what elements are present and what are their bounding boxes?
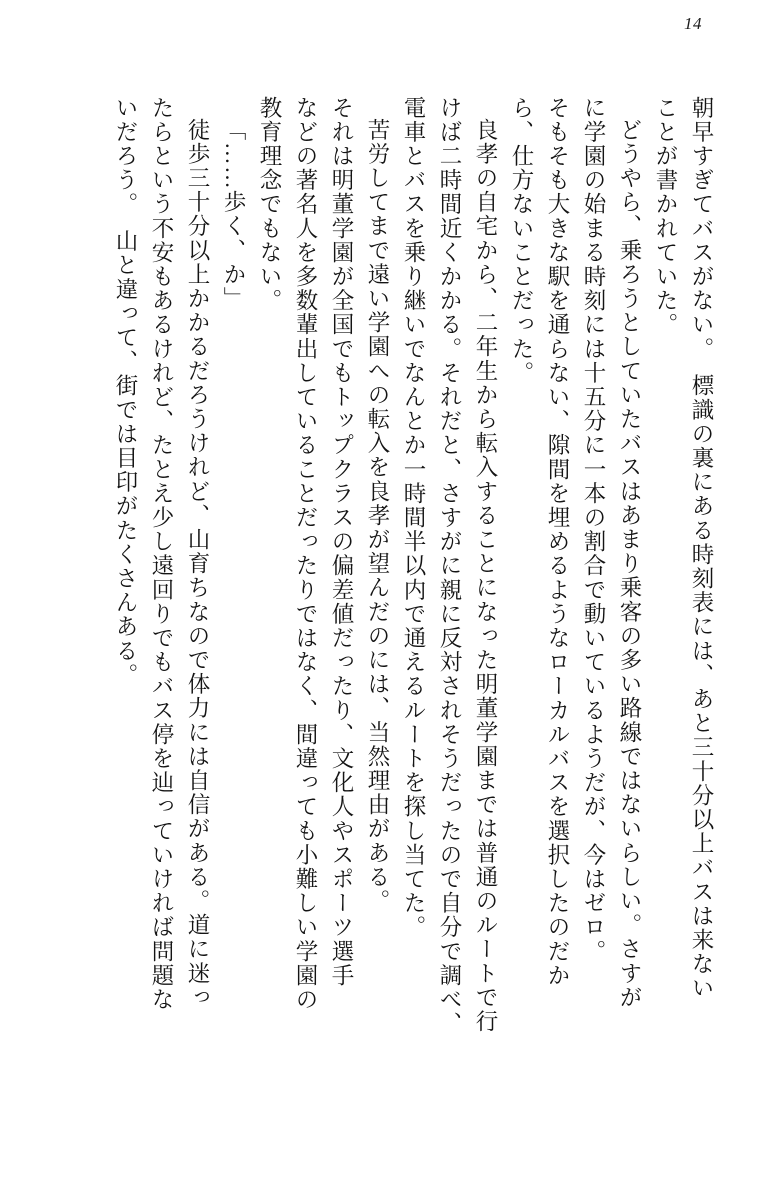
text-line: 「……歩く、か」 [221, 118, 246, 311]
text-line: 教育理念でもない。 [257, 96, 282, 313]
text-line: 電車とバスを乗り継いでなんとか一時間半以内で通えるルートを探し当てた。 [401, 96, 426, 940]
text-line: などの著名人を多数輩出していることだったりではなく、間違っても小難しい学園の [293, 96, 318, 1012]
text-line: いだろう。 山と違って、街では目印がたくさんある。 [113, 96, 138, 688]
text-line: 朝早すぎてバスがない。 標識の裏にある時刻表には、あと三十分以上バスは来ない [689, 96, 714, 1001]
text-line: ら、仕方ないことだった。 [509, 96, 534, 386]
text-line: そもそも大きな駅を通らない、隙間を埋めるようなローカルバスを選択したのだか [545, 96, 570, 988]
text-line: たらという不安もあるけれど、たとえ少し遠回りでもバス停を辿っていければ問題な [149, 96, 174, 1012]
text-line: 良孝の自宅から、二年生から転入することになった明董学園までは普通のルートで行 [473, 118, 498, 1034]
vertical-text-block [58, 96, 712, 1136]
text-line: けば二時間近くかかる。それだと、さすがに親に反対されそうだったので自分で調べ、 [437, 96, 462, 1036]
text-line: 苦労してまで遠い学園への転入を良孝が望んだのには、当然理由がある。 [365, 118, 390, 914]
text-line: に学園の始まる時刻には十五分に一本の割合で動いているようだが、今はゼロ。 [581, 96, 606, 964]
text-line: ことが書かれていた。 [653, 96, 678, 337]
page-number: 14 [684, 14, 702, 33]
text-line: それは明董学園が全国でもトップクラスの偏差値だったり、文化人やスポーツ選手 [329, 96, 354, 988]
text-line: 徒歩三十分以上かかるだろうけれど、山育ちなので体力には自信がある。道に迷っ [185, 118, 210, 1010]
text-line: どうやら、乗ろうとしていたバスはあまり乗客の多い路線ではないらしい。さすが [617, 118, 642, 1010]
